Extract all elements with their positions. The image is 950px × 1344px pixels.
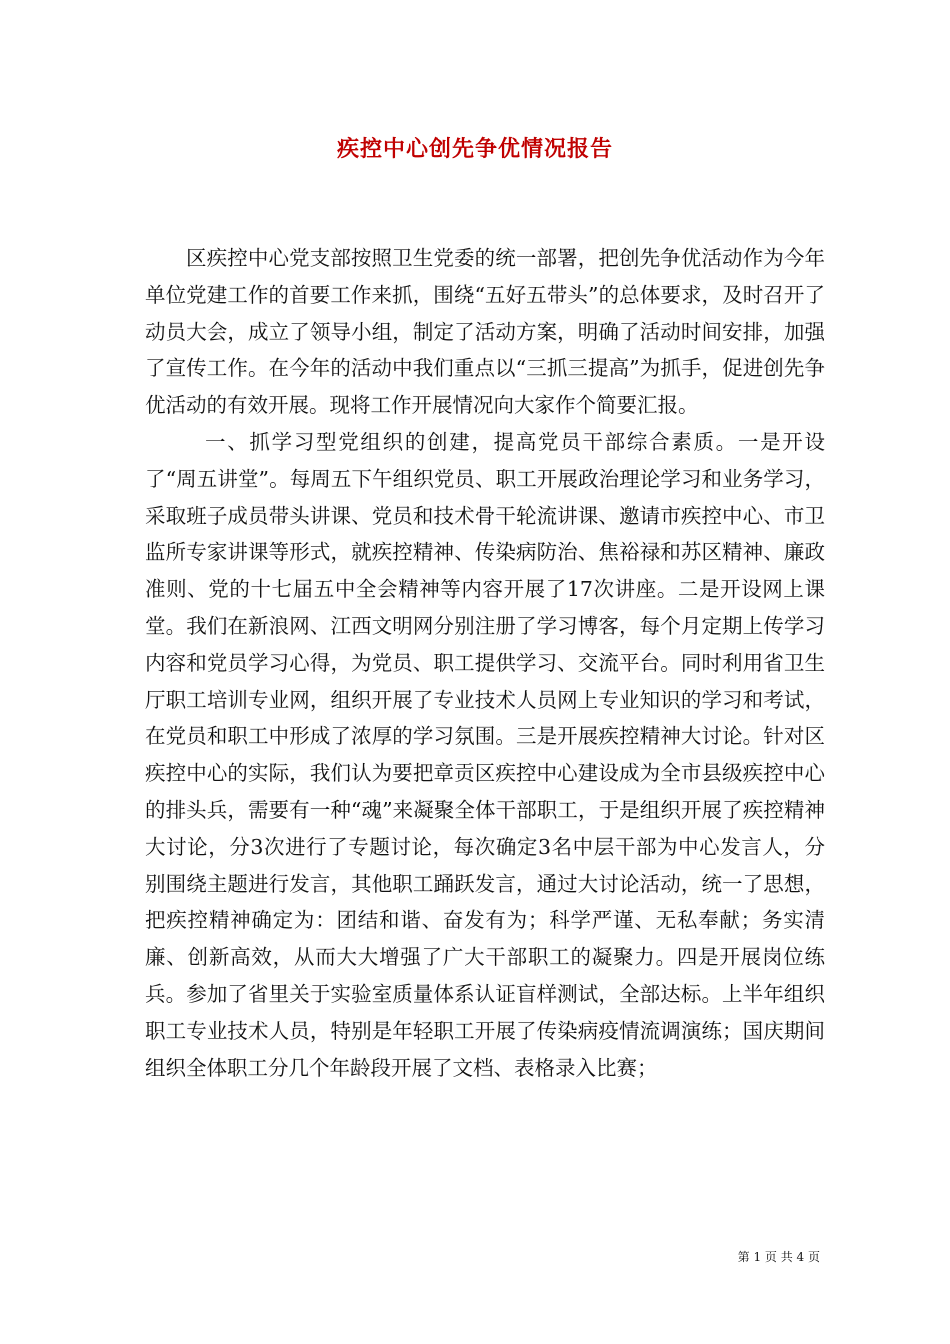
paragraph-section-one: 一、抓学习型党组织的创建，提高党员干部综合素质。一是开设了“周五讲堂”。每周五下午组织党员、职工开展政治理论学习和业务学习，采取班子成员带头讲课、党员和技术骨干轮流讲课、邀请市疾控中心、市卫监所专家讲课等形式，就疾控精神、传染病防治、焦裕禄和苏区精神、廉政准则、党的十七届五中全会精神等内容开展了17次讲座。二是开设网上课堂。我们在新浪网、江西文明网分别注册了学习博客，每个月定期上传学习内容和党员学习心得，为党员、职工提供学习、交流平台。同时利用省卫生厅职工培训专业网，组织开展了专业技术人员网上专业知识的学习和考试，在党员和职工中形成了浓厚的学习氛围。三是开展疾控精神大讨论。针对区疾控中心的实际，我们认为要把章贡区疾控中心建设成为全市县级疾控中心的排头兵，需要有一种“魂”来凝聚全体干部职工，于是组织开展了疾控精神大讨论，分3次进行了专题讨论，每次确定3名中层干部为中心发言人，分别围绕主题进行发言，其他职工踊跃发言，通过大讨论活动，统一了思想，把疾控精神确定为：团结和谐、奋发有为；科学严谨、无私奉献；务实清廉、创新高效，从而大大增强了广大干部职工的凝聚力。四是开展岗位练兵。参加了省里关于实验室质量体系认证盲样测试，全部达标。上半年组织职工专业技术人员，特别是年轻职工开展了传染病疫情流调演练；国庆期间组织全体职工分几个年龄段开展了文档、表格录入比赛； xyxy=(145,429,825,1080)
document-body xyxy=(145,240,825,1086)
page-number: 第 1 页 共 4 页 xyxy=(737,1250,820,1264)
paragraph-intro: 区疾控中心党支部按照卫生党委的统一部署，把创先争优活动作为今年单位党建工作的首要工作来抓，围绕“五好五带头”的总体要求，及时召开了动员大会，成立了领导小组，制定了活动方案，明确了活动时间安排，加强了宣传工作。在今年的活动中我们重点以“三抓三提高”为抓手，促进创先争优活动的有效开展。现将工作开展情况向大家作个简要汇报。 xyxy=(145,246,825,418)
document-title: 疾控中心创先争优情况报告 xyxy=(336,136,613,162)
